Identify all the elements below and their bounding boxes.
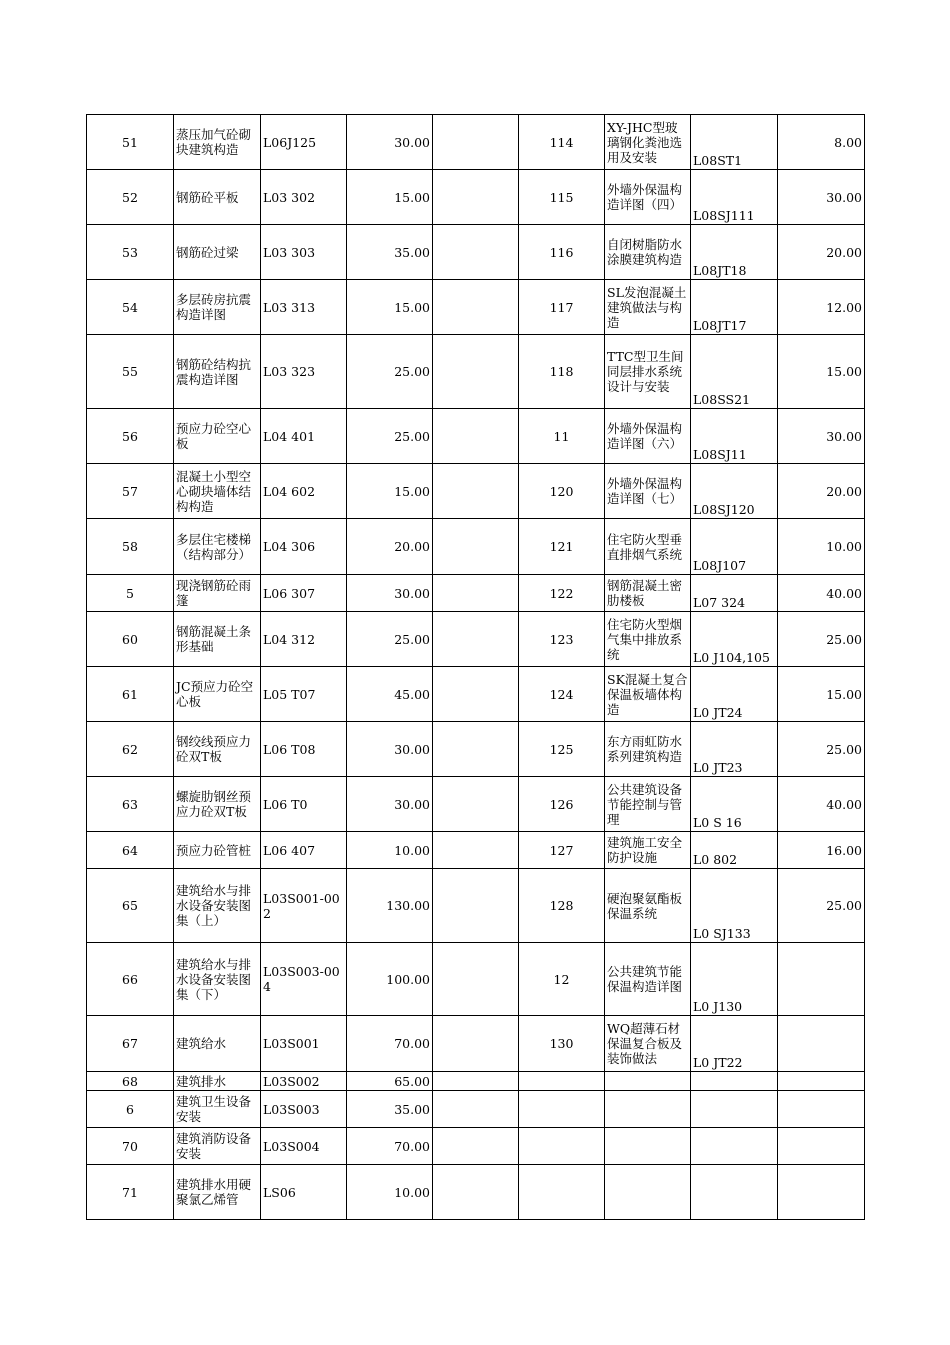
left-item-name: 建筑给水与排水设备安装图集（下） bbox=[174, 943, 261, 1016]
right-item-code: L08SJ11 bbox=[691, 409, 778, 464]
right-item-price: 16.00 bbox=[778, 832, 865, 869]
left-item-code: L03S003-004 bbox=[261, 943, 347, 1016]
right-item-price: 20.00 bbox=[778, 225, 865, 280]
right-item-code: L08JT17 bbox=[691, 280, 778, 335]
left-item-price: 15.00 bbox=[347, 464, 433, 519]
table-row bbox=[87, 1072, 865, 1091]
left-item-code: L03S004 bbox=[261, 1128, 347, 1165]
table-row bbox=[87, 519, 865, 575]
right-item-name: 外墙外保温构造详图（七） bbox=[605, 464, 691, 519]
left-item-price: 15.00 bbox=[347, 280, 433, 335]
right-item-price: 40.00 bbox=[778, 575, 865, 612]
right-item-price: 25.00 bbox=[778, 612, 865, 667]
right-item-price bbox=[778, 1016, 865, 1072]
table-row bbox=[87, 869, 865, 943]
spacer-cell bbox=[433, 832, 519, 869]
spacer-cell bbox=[433, 280, 519, 335]
table-row bbox=[87, 115, 865, 170]
spacer-cell bbox=[433, 464, 519, 519]
spacer-cell bbox=[433, 1128, 519, 1165]
right-item-number bbox=[519, 1128, 605, 1165]
spacer-cell bbox=[433, 612, 519, 667]
right-item-name: 建筑施工安全防护设施 bbox=[605, 832, 691, 869]
right-item-name: 外墙外保温构造详图（六） bbox=[605, 409, 691, 464]
table-row bbox=[87, 1128, 865, 1165]
right-item-code: L08SS21 bbox=[691, 335, 778, 409]
left-item-price: 70.00 bbox=[347, 1128, 433, 1165]
table-row bbox=[87, 1091, 865, 1128]
left-item-code: L05 T07 bbox=[261, 667, 347, 722]
left-item-code: L06 T0 bbox=[261, 777, 347, 832]
left-item-price: 25.00 bbox=[347, 409, 433, 464]
left-item-number: 63 bbox=[87, 777, 174, 832]
left-item-price: 30.00 bbox=[347, 722, 433, 777]
left-item-number: 70 bbox=[87, 1128, 174, 1165]
right-item-price: 12.00 bbox=[778, 280, 865, 335]
table-row bbox=[87, 170, 865, 225]
table-row bbox=[87, 409, 865, 464]
left-item-code: L03S001-002 bbox=[261, 869, 347, 943]
left-item-code: L03 303 bbox=[261, 225, 347, 280]
right-item-number: 123 bbox=[519, 612, 605, 667]
right-item-number: 117 bbox=[519, 280, 605, 335]
right-item-price: 25.00 bbox=[778, 722, 865, 777]
right-item-price: 40.00 bbox=[778, 777, 865, 832]
left-item-number: 51 bbox=[87, 115, 174, 170]
right-item-price bbox=[778, 1165, 865, 1220]
left-item-number: 66 bbox=[87, 943, 174, 1016]
right-item-name: 公共建筑节能保温构造详图 bbox=[605, 943, 691, 1016]
left-item-price: 25.00 bbox=[347, 612, 433, 667]
right-item-code bbox=[691, 1128, 778, 1165]
right-item-number: 125 bbox=[519, 722, 605, 777]
left-item-name: 建筑给水 bbox=[174, 1016, 261, 1072]
left-item-name: 多层砖房抗震构造详图 bbox=[174, 280, 261, 335]
right-item-code: L0 JT22 bbox=[691, 1016, 778, 1072]
right-item-price: 30.00 bbox=[778, 409, 865, 464]
right-item-number: 116 bbox=[519, 225, 605, 280]
spacer-cell bbox=[433, 519, 519, 575]
left-item-code: L03 302 bbox=[261, 170, 347, 225]
right-item-number: 11 bbox=[519, 409, 605, 464]
table-row bbox=[87, 722, 865, 777]
right-item-price: 10.00 bbox=[778, 519, 865, 575]
spacer-cell bbox=[433, 1091, 519, 1128]
price-list-table bbox=[86, 114, 865, 1220]
left-item-name: 钢筋混凝土条形基础 bbox=[174, 612, 261, 667]
left-item-code: L06J125 bbox=[261, 115, 347, 170]
left-item-name: 混凝土小型空心砌块墙体结构构造 bbox=[174, 464, 261, 519]
right-item-number: 114 bbox=[519, 115, 605, 170]
table-row bbox=[87, 777, 865, 832]
left-item-price: 10.00 bbox=[347, 1165, 433, 1220]
table-row bbox=[87, 335, 865, 409]
left-item-number: 5 bbox=[87, 575, 174, 612]
table-row bbox=[87, 464, 865, 519]
left-item-price: 30.00 bbox=[347, 575, 433, 612]
left-item-code: L04 312 bbox=[261, 612, 347, 667]
left-item-price: 10.00 bbox=[347, 832, 433, 869]
right-item-code: L08ST1 bbox=[691, 115, 778, 170]
left-item-price: 130.00 bbox=[347, 869, 433, 943]
right-item-name: 东方雨虹防水系列建筑构造 bbox=[605, 722, 691, 777]
left-item-name: 建筑消防设备安装 bbox=[174, 1128, 261, 1165]
right-item-name: 外墙外保温构造详图（四） bbox=[605, 170, 691, 225]
right-item-name: SL发泡混凝土建筑做法与构造 bbox=[605, 280, 691, 335]
spacer-cell bbox=[433, 722, 519, 777]
table-row bbox=[87, 832, 865, 869]
left-item-name: 蒸压加气砼砌块建筑构造 bbox=[174, 115, 261, 170]
right-item-code bbox=[691, 1072, 778, 1091]
left-item-price: 70.00 bbox=[347, 1016, 433, 1072]
left-item-name: 预应力砼空心板 bbox=[174, 409, 261, 464]
left-item-price: 25.00 bbox=[347, 335, 433, 409]
left-item-code: L03S002 bbox=[261, 1072, 347, 1091]
left-item-price: 65.00 bbox=[347, 1072, 433, 1091]
left-item-code: L03 323 bbox=[261, 335, 347, 409]
spacer-cell bbox=[433, 409, 519, 464]
left-item-number: 64 bbox=[87, 832, 174, 869]
left-item-code: L04 401 bbox=[261, 409, 347, 464]
right-item-code: L08SJ111 bbox=[691, 170, 778, 225]
left-item-number: 71 bbox=[87, 1165, 174, 1220]
right-item-price: 20.00 bbox=[778, 464, 865, 519]
right-item-code: L0 SJ133 bbox=[691, 869, 778, 943]
spacer-cell bbox=[433, 170, 519, 225]
spacer-cell bbox=[433, 225, 519, 280]
left-item-code: L03S003 bbox=[261, 1091, 347, 1128]
right-item-name bbox=[605, 1091, 691, 1128]
right-item-code: L0 J130 bbox=[691, 943, 778, 1016]
right-item-number: 124 bbox=[519, 667, 605, 722]
right-item-price: 25.00 bbox=[778, 869, 865, 943]
left-item-number: 55 bbox=[87, 335, 174, 409]
left-item-number: 62 bbox=[87, 722, 174, 777]
left-item-price: 30.00 bbox=[347, 115, 433, 170]
right-item-number: 126 bbox=[519, 777, 605, 832]
spacer-cell bbox=[433, 943, 519, 1016]
right-item-code: L07 324 bbox=[691, 575, 778, 612]
left-item-number: 68 bbox=[87, 1072, 174, 1091]
left-item-name: 钢绞线预应力砼双T板 bbox=[174, 722, 261, 777]
spacer-cell bbox=[433, 335, 519, 409]
right-item-number bbox=[519, 1165, 605, 1220]
left-item-number: 67 bbox=[87, 1016, 174, 1072]
left-item-number: 57 bbox=[87, 464, 174, 519]
left-item-number: 56 bbox=[87, 409, 174, 464]
table-row bbox=[87, 612, 865, 667]
left-item-number: 65 bbox=[87, 869, 174, 943]
left-item-name: 钢筋砼结构抗震构造详图 bbox=[174, 335, 261, 409]
spacer-cell bbox=[433, 1016, 519, 1072]
left-item-name: 螺旋肋钢丝预应力砼双T板 bbox=[174, 777, 261, 832]
right-item-code: L0 JT24 bbox=[691, 667, 778, 722]
spacer-cell bbox=[433, 575, 519, 612]
left-item-name: 多层住宅楼梯（结构部分） bbox=[174, 519, 261, 575]
table-row bbox=[87, 225, 865, 280]
right-item-code bbox=[691, 1091, 778, 1128]
right-item-code: L0 S 16 bbox=[691, 777, 778, 832]
left-item-name: 钢筋砼平板 bbox=[174, 170, 261, 225]
right-item-name: TTC型卫生间同层排水系统设计与安装 bbox=[605, 335, 691, 409]
left-item-code: LS06 bbox=[261, 1165, 347, 1220]
right-item-name: 住宅防火型烟气集中排放系统 bbox=[605, 612, 691, 667]
right-item-price: 8.00 bbox=[778, 115, 865, 170]
spacer-cell bbox=[433, 115, 519, 170]
left-item-number: 58 bbox=[87, 519, 174, 575]
spacer-cell bbox=[433, 1072, 519, 1091]
right-item-number: 122 bbox=[519, 575, 605, 612]
right-item-name: 硬泡聚氨酯板保温系统 bbox=[605, 869, 691, 943]
left-item-number: 61 bbox=[87, 667, 174, 722]
left-item-price: 35.00 bbox=[347, 225, 433, 280]
left-item-number: 6 bbox=[87, 1091, 174, 1128]
right-item-name: 自闭树脂防水涂膜建筑构造 bbox=[605, 225, 691, 280]
right-item-code: L0 JT23 bbox=[691, 722, 778, 777]
left-item-price: 45.00 bbox=[347, 667, 433, 722]
right-item-name: 公共建筑设备节能控制与管理 bbox=[605, 777, 691, 832]
right-item-name: 住宅防火型垂直排烟气系统 bbox=[605, 519, 691, 575]
left-item-number: 60 bbox=[87, 612, 174, 667]
left-item-price: 15.00 bbox=[347, 170, 433, 225]
spacer-cell bbox=[433, 1165, 519, 1220]
right-item-code: L0 J104,105 bbox=[691, 612, 778, 667]
right-item-number: 130 bbox=[519, 1016, 605, 1072]
table-row bbox=[87, 1165, 865, 1220]
right-item-name bbox=[605, 1128, 691, 1165]
right-item-code: L0 802 bbox=[691, 832, 778, 869]
left-item-price: 100.00 bbox=[347, 943, 433, 1016]
right-item-name: SK混凝土复合保温板墙体构造 bbox=[605, 667, 691, 722]
table-row bbox=[87, 280, 865, 335]
right-item-number: 121 bbox=[519, 519, 605, 575]
left-item-name: 建筑排水 bbox=[174, 1072, 261, 1091]
right-item-code: L08J107 bbox=[691, 519, 778, 575]
left-item-price: 30.00 bbox=[347, 777, 433, 832]
table-row bbox=[87, 943, 865, 1016]
left-item-name: 预应力砼管桩 bbox=[174, 832, 261, 869]
right-item-price bbox=[778, 1072, 865, 1091]
table-row bbox=[87, 575, 865, 612]
right-item-price: 15.00 bbox=[778, 335, 865, 409]
left-item-price: 35.00 bbox=[347, 1091, 433, 1128]
left-item-code: L04 602 bbox=[261, 464, 347, 519]
table-body bbox=[87, 115, 865, 1220]
left-item-number: 54 bbox=[87, 280, 174, 335]
right-item-price: 15.00 bbox=[778, 667, 865, 722]
left-item-price: 20.00 bbox=[347, 519, 433, 575]
left-item-code: L03S001 bbox=[261, 1016, 347, 1072]
right-item-name: WQ超薄石材保温复合板及装饰做法 bbox=[605, 1016, 691, 1072]
left-item-name: 现浇钢筋砼雨篷 bbox=[174, 575, 261, 612]
right-item-code bbox=[691, 1165, 778, 1220]
left-item-code: L04 306 bbox=[261, 519, 347, 575]
left-item-name: 建筑卫生设备安装 bbox=[174, 1091, 261, 1128]
right-item-name: XY-JHC型玻璃钢化粪池选用及安装 bbox=[605, 115, 691, 170]
right-item-number: 12 bbox=[519, 943, 605, 1016]
left-item-name: 建筑给水与排水设备安装图集（上） bbox=[174, 869, 261, 943]
table-row bbox=[87, 1016, 865, 1072]
left-item-name: JC预应力砼空心板 bbox=[174, 667, 261, 722]
right-item-number: 120 bbox=[519, 464, 605, 519]
left-item-number: 53 bbox=[87, 225, 174, 280]
spacer-cell bbox=[433, 777, 519, 832]
right-item-price bbox=[778, 943, 865, 1016]
right-item-name bbox=[605, 1165, 691, 1220]
right-item-number: 115 bbox=[519, 170, 605, 225]
right-item-number: 128 bbox=[519, 869, 605, 943]
right-item-code: L08JT18 bbox=[691, 225, 778, 280]
left-item-code: L06 T08 bbox=[261, 722, 347, 777]
right-item-price bbox=[778, 1091, 865, 1128]
left-item-code: L03 313 bbox=[261, 280, 347, 335]
right-item-code: L08SJ120 bbox=[691, 464, 778, 519]
spacer-cell bbox=[433, 869, 519, 943]
right-item-number bbox=[519, 1072, 605, 1091]
left-item-code: L06 407 bbox=[261, 832, 347, 869]
right-item-number: 118 bbox=[519, 335, 605, 409]
left-item-code: L06 307 bbox=[261, 575, 347, 612]
right-item-price: 30.00 bbox=[778, 170, 865, 225]
left-item-number: 52 bbox=[87, 170, 174, 225]
right-item-price bbox=[778, 1128, 865, 1165]
right-item-number bbox=[519, 1091, 605, 1128]
right-item-number: 127 bbox=[519, 832, 605, 869]
table-row bbox=[87, 667, 865, 722]
right-item-name: 钢筋混凝土密肋楼板 bbox=[605, 575, 691, 612]
right-item-name bbox=[605, 1072, 691, 1091]
left-item-name: 建筑排水用硬聚氯乙烯管 bbox=[174, 1165, 261, 1220]
spacer-cell bbox=[433, 667, 519, 722]
left-item-name: 钢筋砼过梁 bbox=[174, 225, 261, 280]
